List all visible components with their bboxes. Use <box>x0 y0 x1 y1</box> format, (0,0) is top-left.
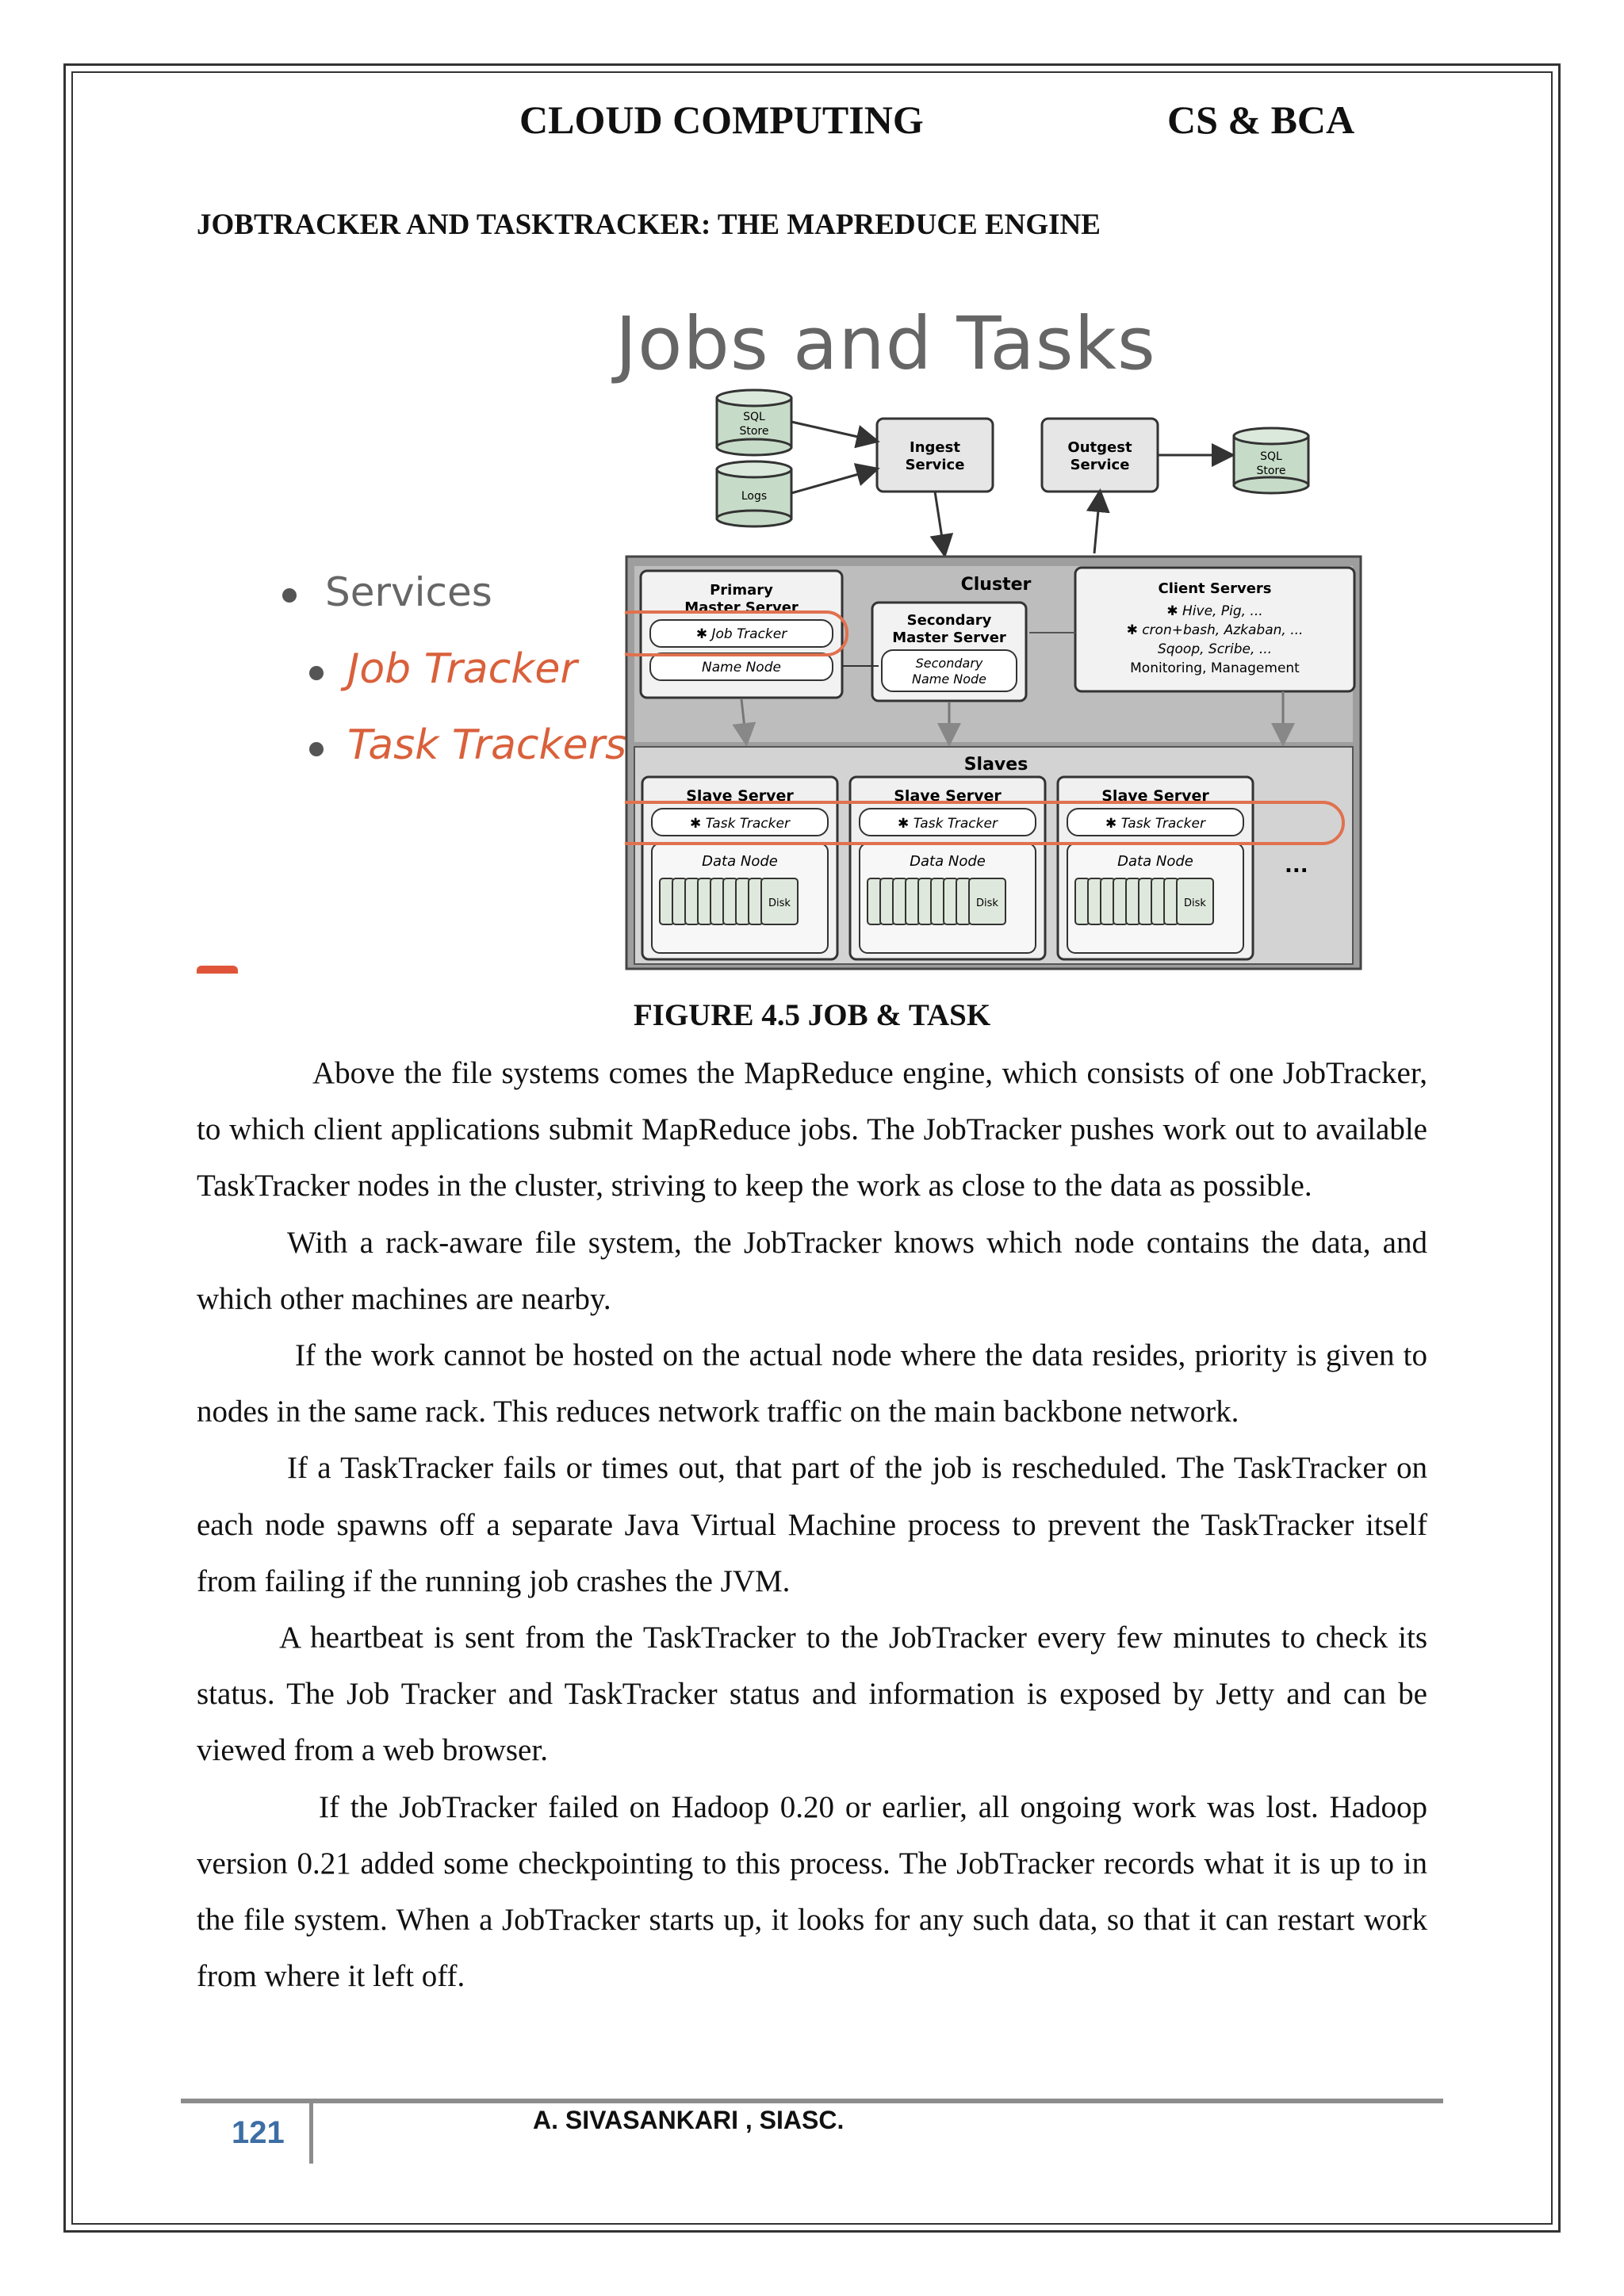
sql-store-cylinder-2 <box>1234 428 1308 493</box>
header-subject: CLOUD COMPUTING <box>519 98 924 142</box>
svg-text:SQL: SQL <box>743 411 765 423</box>
bullet-dot-icon <box>309 666 324 680</box>
svg-text:✱ Job Tracker: ✱ Job Tracker <box>695 626 787 642</box>
body-text <box>197 1045 1427 2004</box>
slave-server-3 <box>1058 777 1253 959</box>
footer-author: A. SIVASANKARI , SIASC. <box>533 2106 845 2134</box>
secondary-master-server <box>872 603 1026 701</box>
svg-text:Store: Store <box>739 425 769 438</box>
slide-accent-mark <box>197 966 238 974</box>
bullet-services <box>282 569 492 615</box>
bullet-task-trackers <box>309 721 626 769</box>
svg-text:Secondary: Secondary <box>906 612 992 629</box>
paragraph: Above the file systems comes the MapReduce engine, which consists of one JobTracker, to which client applications submit MapReduce jobs. The JobTracker pushes work out to available TaskTracker nodes in the cluster, striving to keep the work as close to the data as possible. <box>197 1056 1427 1203</box>
more-slaves-ellipsis: ... <box>1285 854 1308 878</box>
svg-text:Slaves: Slaves <box>963 755 1028 775</box>
paragraph: If the work cannot be hosted on the actual node where the data resides, priority is given to nodes in the same rack. This reduces network traffic on the main backbone network. <box>197 1338 1427 1429</box>
client-servers-box <box>1075 568 1354 691</box>
figure-slide-title: Jobs and Tasks <box>615 301 1156 386</box>
bullet-label: Job Tracker <box>347 645 577 693</box>
svg-text:Name Node: Name Node <box>702 660 781 675</box>
figure-caption: FIGURE 4.5 JOB & TASK <box>633 998 991 1032</box>
svg-text:Sqoop, Scribe, ...: Sqoop, Scribe, ... <box>1157 641 1273 657</box>
svg-text:Logs: Logs <box>741 490 768 503</box>
svg-text:✱ Hive, Pig, ...: ✱ Hive, Pig, ... <box>1166 603 1263 619</box>
page-header <box>0 97 1624 144</box>
svg-text:Service: Service <box>905 457 965 473</box>
svg-text:Monitoring, Management: Monitoring, Management <box>1130 660 1300 676</box>
svg-text:Data Node: Data Node <box>910 853 986 870</box>
bullet-dot-icon <box>309 742 324 756</box>
svg-text:Store: Store <box>1256 465 1286 477</box>
svg-text:Slave Server: Slave Server <box>894 787 1002 805</box>
svg-text:SQL: SQL <box>1260 450 1282 463</box>
paragraph: If a TaskTracker fails or times out, that part of the job is rescheduled. The TaskTracker on each node spawns off a separate Java Virtual Machine process to prevent the TaskTracker itself from failing if the running job crashes the JVM. <box>197 1451 1427 1598</box>
svg-text:Slave Server: Slave Server <box>686 787 794 805</box>
svg-text:Secondary: Secondary <box>915 656 983 671</box>
bullet-label: Services <box>325 569 492 615</box>
svg-text:Primary: Primary <box>710 582 773 599</box>
svg-text:Disk: Disk <box>976 897 998 909</box>
sql-store-cylinder-1 <box>717 390 791 455</box>
svg-text:Name Node: Name Node <box>911 672 987 687</box>
svg-text:✱ Task Tracker: ✱ Task Tracker <box>1105 816 1205 832</box>
svg-text:Data Node: Data Node <box>702 853 778 870</box>
svg-text:Cluster: Cluster <box>960 575 1032 595</box>
primary-master-server <box>641 571 842 698</box>
paragraph: A heartbeat is sent from the TaskTracker to the JobTracker every few minutes to check its status. The Job Tracker and TaskTracker status and information is exposed by Jetty and can be viewed from a web browser. <box>197 1621 1427 1768</box>
hadoop-cluster-diagram <box>625 381 1362 971</box>
svg-text:✱ Task Tracker: ✱ Task Tracker <box>898 816 998 832</box>
bullet-dot-icon <box>282 588 297 603</box>
svg-text:Master Server: Master Server <box>684 599 799 616</box>
footer-vertical-divider <box>309 2103 313 2164</box>
figure-jobs-and-tasks <box>197 270 1369 978</box>
svg-text:✱ Task Tracker: ✱ Task Tracker <box>690 816 790 832</box>
svg-text:Outgest: Outgest <box>1067 439 1132 456</box>
svg-text:Disk: Disk <box>768 897 791 909</box>
footer-divider <box>181 2099 1443 2103</box>
paragraph: If the JobTracker failed on Hadoop 0.20 or earlier, all ongoing work was lost. Hadoop version 0.21 added some checkpointing to this process. The JobTracker records what it is up to in the file system. When a JobTracker starts up, it looks for any such data, so that it can restart work from where it left off. <box>197 1789 1427 1994</box>
page-number: 121 <box>232 2115 285 2150</box>
svg-text:Master Server: Master Server <box>892 629 1006 646</box>
svg-text:✱ cron+bash, Azkaban, ...: ✱ cron+bash, Azkaban, ... <box>1126 622 1304 638</box>
svg-text:Client Servers: Client Servers <box>1158 580 1272 597</box>
svg-text:Slave Server: Slave Server <box>1101 787 1209 805</box>
svg-text:Ingest: Ingest <box>910 439 960 456</box>
outgest-service-box <box>1042 419 1158 492</box>
logs-cylinder <box>717 461 791 526</box>
svg-text:Disk: Disk <box>1184 897 1206 909</box>
header-course: CS & BCA <box>1167 98 1355 142</box>
slave-server-1 <box>642 777 837 959</box>
bullet-job-tracker <box>309 645 577 693</box>
ingest-service-box <box>877 419 993 492</box>
section-heading: JOBTRACKER AND TASKTRACKER: THE MAPREDUCE ENGINE <box>197 209 1101 241</box>
bullet-label: Task Trackers <box>347 721 627 769</box>
slave-server-2 <box>850 777 1045 959</box>
paragraph: With a rack-aware file system, the JobTracker knows which node contains the data, and which other machines are nearby. <box>197 1225 1427 1316</box>
svg-text:Data Node: Data Node <box>1117 853 1193 870</box>
svg-text:Service: Service <box>1070 457 1130 473</box>
